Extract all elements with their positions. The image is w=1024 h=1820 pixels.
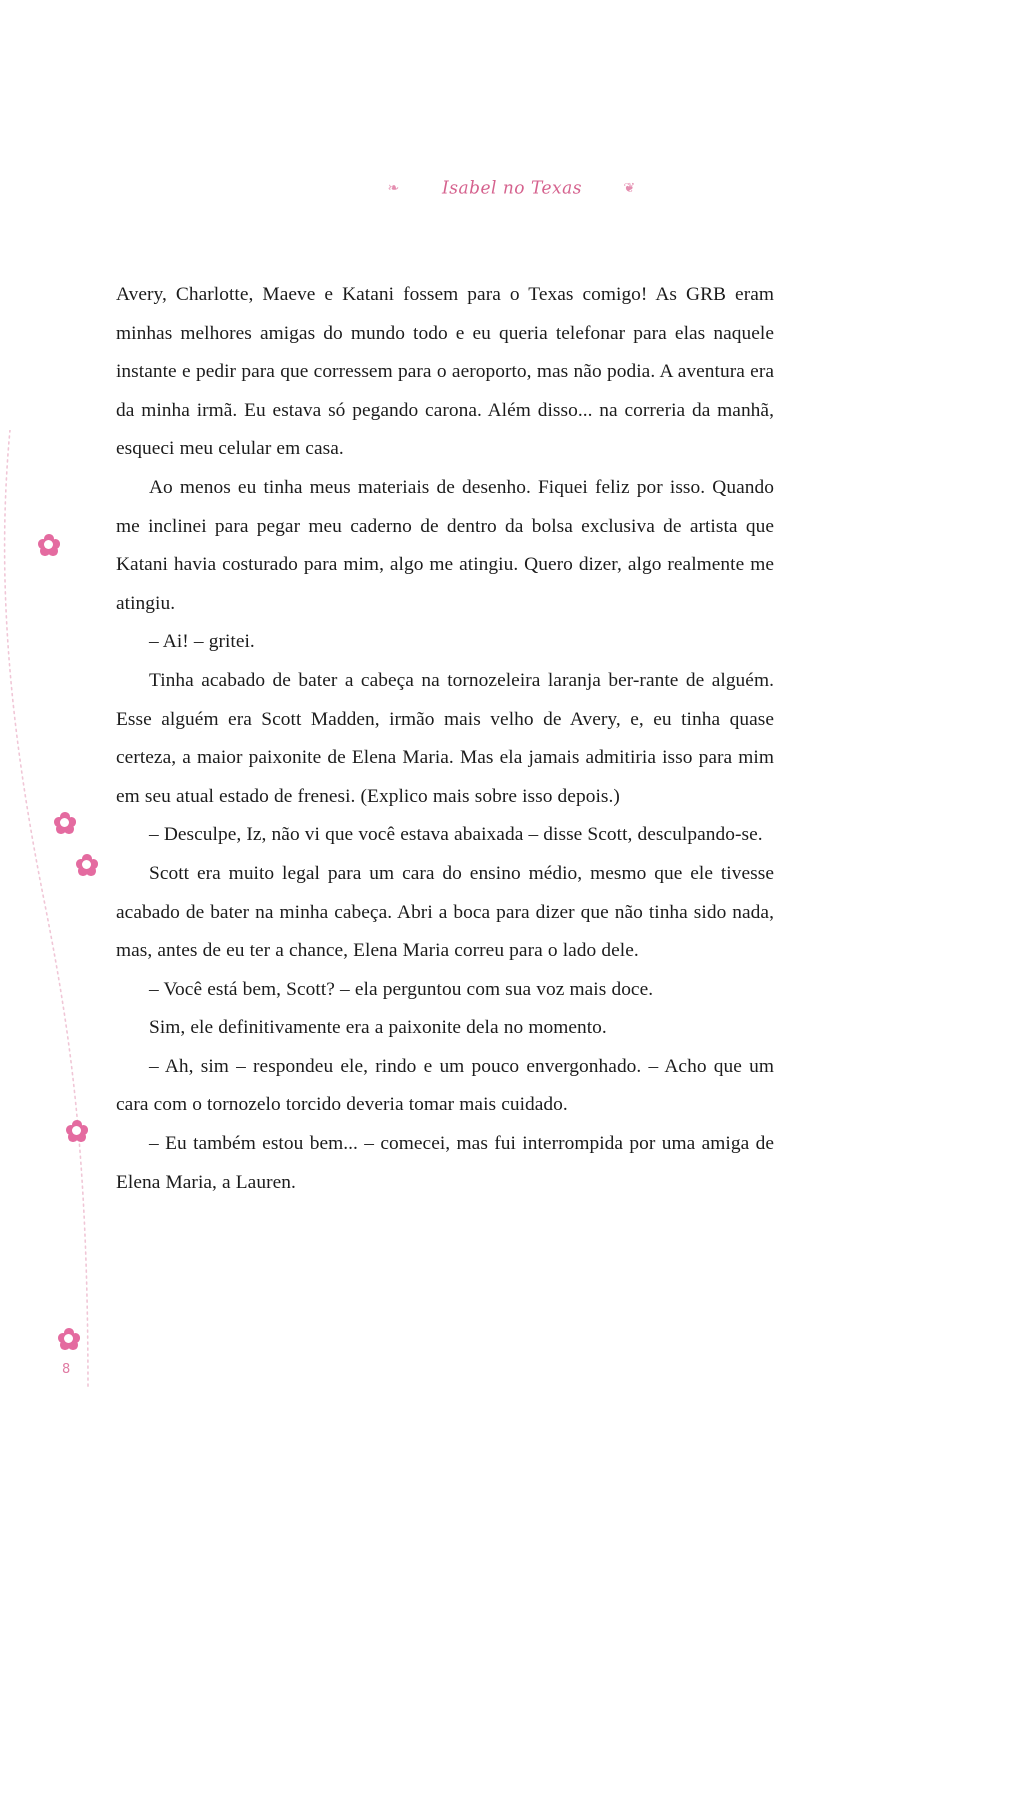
- paragraph: Ao menos eu tinha meus materiais de desenho. Fiquei feliz por isso. Quando me inclinei para pegar meu caderno de dentro da bolsa exclusiva de artista que Katani havia costurado para mim, algo me atingiu. Quero dizer, algo realmente me atingiu.: [116, 476, 774, 614]
- flower-icon: [38, 534, 60, 556]
- flower-icon: [58, 1328, 80, 1350]
- paragraph: Tinha acabado de bater a cabeça na tornozeleira laranja ber-rante de alguém. Esse alguém era Scott Madden, irmão mais velho de Avery, e, eu tinha quase certeza, a maior paixonite de Elena Maria. Mas ela jamais admitiria isso para mim em seu atual estado de frenesi. (Explico mais sobre isso depois.): [116, 669, 774, 807]
- running-header: [0, 178, 1024, 198]
- ornament-right-icon: ❦: [623, 180, 637, 196]
- paragraph: Scott era muito legal para um cara do ensino médio, mesmo que ele tivesse acabado de bater na minha cabeça. Abri a boca para dizer que não tinha sido nada, mas, antes de eu ter a chance, Elena Maria correu para o lado dele.: [116, 862, 774, 962]
- paragraph: Avery, Charlotte, Maeve e Katani fossem para o Texas comigo! As GRB eram minhas melhores amigas do mundo todo e eu queria telefonar para elas naquele instante e pedir para que corressem para o aeroporto, mas não podia. A aventura era da minha irmã. Eu estava só pegando carona. Além disso... na correria da manhã, esqueci meu celular em casa.: [116, 284, 774, 460]
- paragraph: Sim, ele definitivamente era a paixonite dela no momento.: [149, 1017, 607, 1039]
- page-number: 8: [62, 1362, 71, 1377]
- paragraph: – Ah, sim – respondeu ele, rindo e um pouco envergonhado. – Acho que um cara com o tornozelo torcido deveria tomar mais cuidado.: [116, 1055, 774, 1116]
- body-text-column: [116, 276, 774, 1202]
- ornament-left-icon: ❧: [387, 180, 401, 196]
- flower-icon: [54, 812, 76, 834]
- flower-icon: [76, 854, 98, 876]
- page-title: Isabel no Texas: [442, 177, 582, 199]
- flower-icon: [66, 1120, 88, 1142]
- paragraph: – Ai! – gritei.: [149, 631, 255, 653]
- paragraph: – Você está bem, Scott? – ela perguntou com sua voz mais doce.: [149, 978, 654, 1000]
- paragraph: – Desculpe, Iz, não vi que você estava abaixada – disse Scott, desculpando-se.: [149, 824, 763, 846]
- paragraph: – Eu também estou bem... – comecei, mas fui interrompida por uma amiga de Elena Maria, a Lauren.: [116, 1133, 774, 1193]
